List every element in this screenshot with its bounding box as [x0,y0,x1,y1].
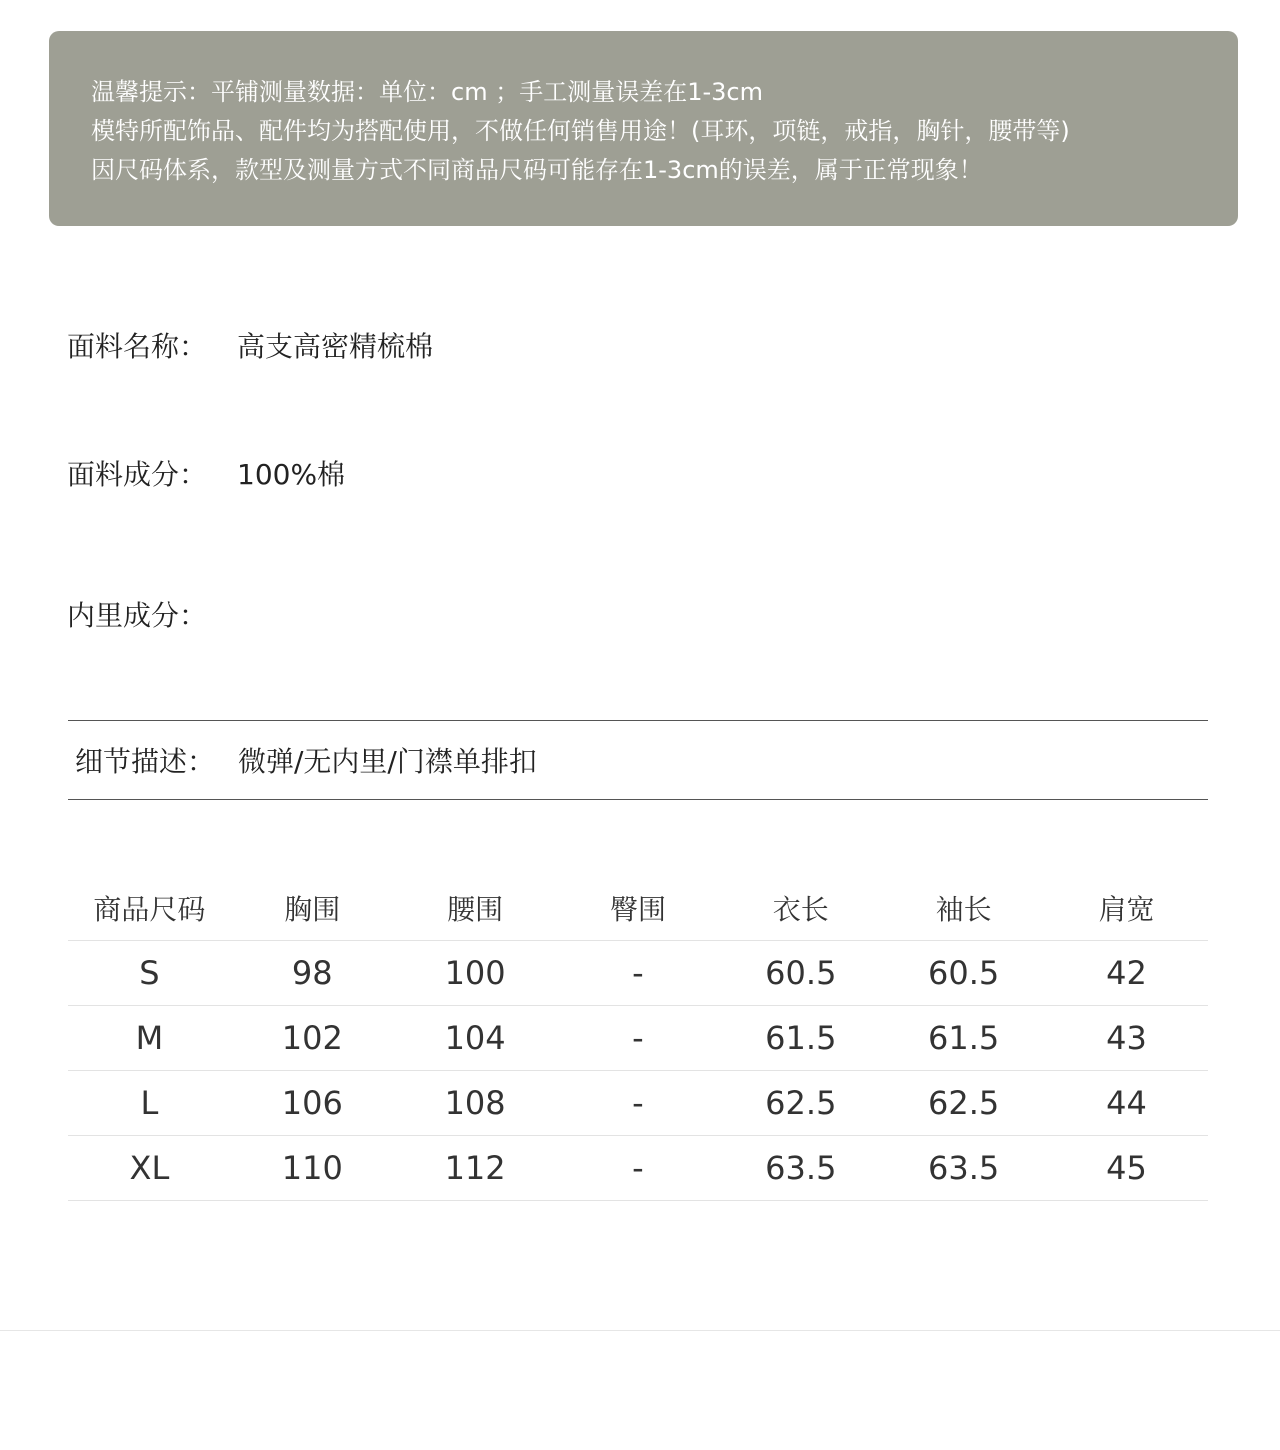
fabric-composition-label: 面料成分： [67,458,208,491]
cell-waist: 112 [394,1136,557,1201]
fabric-name-value: 高支高密精梳棉 [237,330,434,363]
cell-length: 60.5 [719,941,882,1006]
fabric-name-row [67,325,433,365]
cell-chest: 98 [231,941,394,1006]
cell-chest: 106 [231,1071,394,1136]
header-size: 商品尺码 [68,875,231,941]
notice-line-3: 因尺码体系，款型及测量方式不同商品尺码可能存在1-3cm的误差，属于正常现象！ [91,156,983,184]
header-chest: 胸围 [231,875,394,941]
cell-shoulder: 43 [1045,1006,1208,1071]
cell-size: M [68,1006,231,1071]
detail-description-label: 细节描述： [75,745,216,778]
header-hip: 臀围 [557,875,720,941]
cell-size: S [68,941,231,1006]
detail-description-value: 微弹/无内里/门襟单排扣 [238,745,537,778]
cell-hip: - [557,1006,720,1071]
table-row [68,1136,1208,1201]
cell-sleeve: 63.5 [882,1136,1045,1201]
cell-shoulder: 42 [1045,941,1208,1006]
header-shoulder: 肩宽 [1045,875,1208,941]
cell-shoulder: 45 [1045,1136,1208,1201]
cell-hip: - [557,1071,720,1136]
header-length: 衣长 [719,875,882,941]
table-row [68,1071,1208,1136]
size-table-header-row [68,875,1208,941]
cell-waist: 100 [394,941,557,1006]
notice-line-2: 模特所配饰品、配件均为搭配使用，不做任何销售用途！(耳环，项链，戒指，胸针，腰带等) [91,117,1070,145]
cell-hip: - [557,941,720,1006]
size-table [68,875,1208,1201]
cell-sleeve: 60.5 [882,941,1045,1006]
table-row [68,941,1208,1006]
cell-chest: 110 [231,1136,394,1201]
cell-chest: 102 [231,1006,394,1071]
cell-waist: 108 [394,1071,557,1136]
cell-sleeve: 61.5 [882,1006,1045,1071]
cell-length: 61.5 [719,1006,882,1071]
notice-banner [49,31,1238,226]
cell-length: 63.5 [719,1136,882,1201]
notice-line-1: 温馨提示：平铺测量数据：单位：cm ；手工测量误差在1-3cm [91,78,763,106]
cell-waist: 104 [394,1006,557,1071]
cell-size: XL [68,1136,231,1201]
cell-size: L [68,1071,231,1136]
header-waist: 腰围 [394,875,557,941]
header-sleeve: 袖长 [882,875,1045,941]
bottom-divider [0,1330,1280,1331]
fabric-composition-row [67,453,345,493]
lining-composition-label: 内里成分： [67,599,208,632]
fabric-composition-value: 100%棉 [237,458,346,491]
table-row [68,1006,1208,1071]
cell-length: 62.5 [719,1071,882,1136]
lining-composition-row [67,594,237,634]
detail-description-row [68,720,1208,800]
fabric-name-label: 面料名称： [67,330,208,363]
cell-sleeve: 62.5 [882,1071,1045,1136]
cell-hip: - [557,1136,720,1201]
cell-shoulder: 44 [1045,1071,1208,1136]
